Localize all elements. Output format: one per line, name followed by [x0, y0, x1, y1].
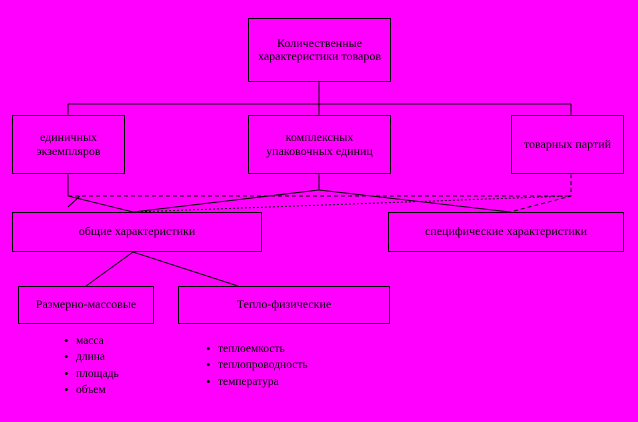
node-single-items-label: единичных экземпляров — [36, 130, 101, 158]
node-title-label: Количественные характеристики товаров — [258, 35, 381, 63]
node-complex-packaging — [248, 115, 391, 174]
node-thermophysical-label: Тепло-физические — [236, 297, 332, 312]
list-item: • теплопроводность — [206, 357, 390, 373]
list-item: • температура — [206, 374, 390, 390]
list-item: • объем — [64, 382, 178, 398]
node-specific-characteristics-label: специфические характеристики — [424, 224, 588, 239]
list-item: • площадь — [64, 366, 178, 382]
node-dimensional-mass — [18, 286, 154, 324]
node-general-characteristics-label: общие характеристики — [78, 224, 196, 239]
node-complex-packaging-label: комплексных упаковочных единиц — [266, 130, 373, 158]
node-title — [248, 18, 391, 82]
node-general-characteristics — [12, 212, 262, 252]
list-item: • длина — [64, 349, 178, 365]
node-thermophysical — [178, 286, 390, 324]
node-dimensional-mass-label: Размерно-массовые — [35, 297, 137, 312]
list-dimensional-mass — [48, 333, 178, 398]
node-specific-characteristics — [388, 212, 624, 252]
node-commodity-lots-label: товарных партий — [523, 136, 612, 151]
node-single-items — [12, 115, 125, 174]
list-item: • теплоемкость — [206, 341, 390, 357]
node-commodity-lots — [511, 115, 624, 174]
list-item: • масса — [64, 333, 178, 349]
list-thermophysical — [190, 341, 390, 390]
